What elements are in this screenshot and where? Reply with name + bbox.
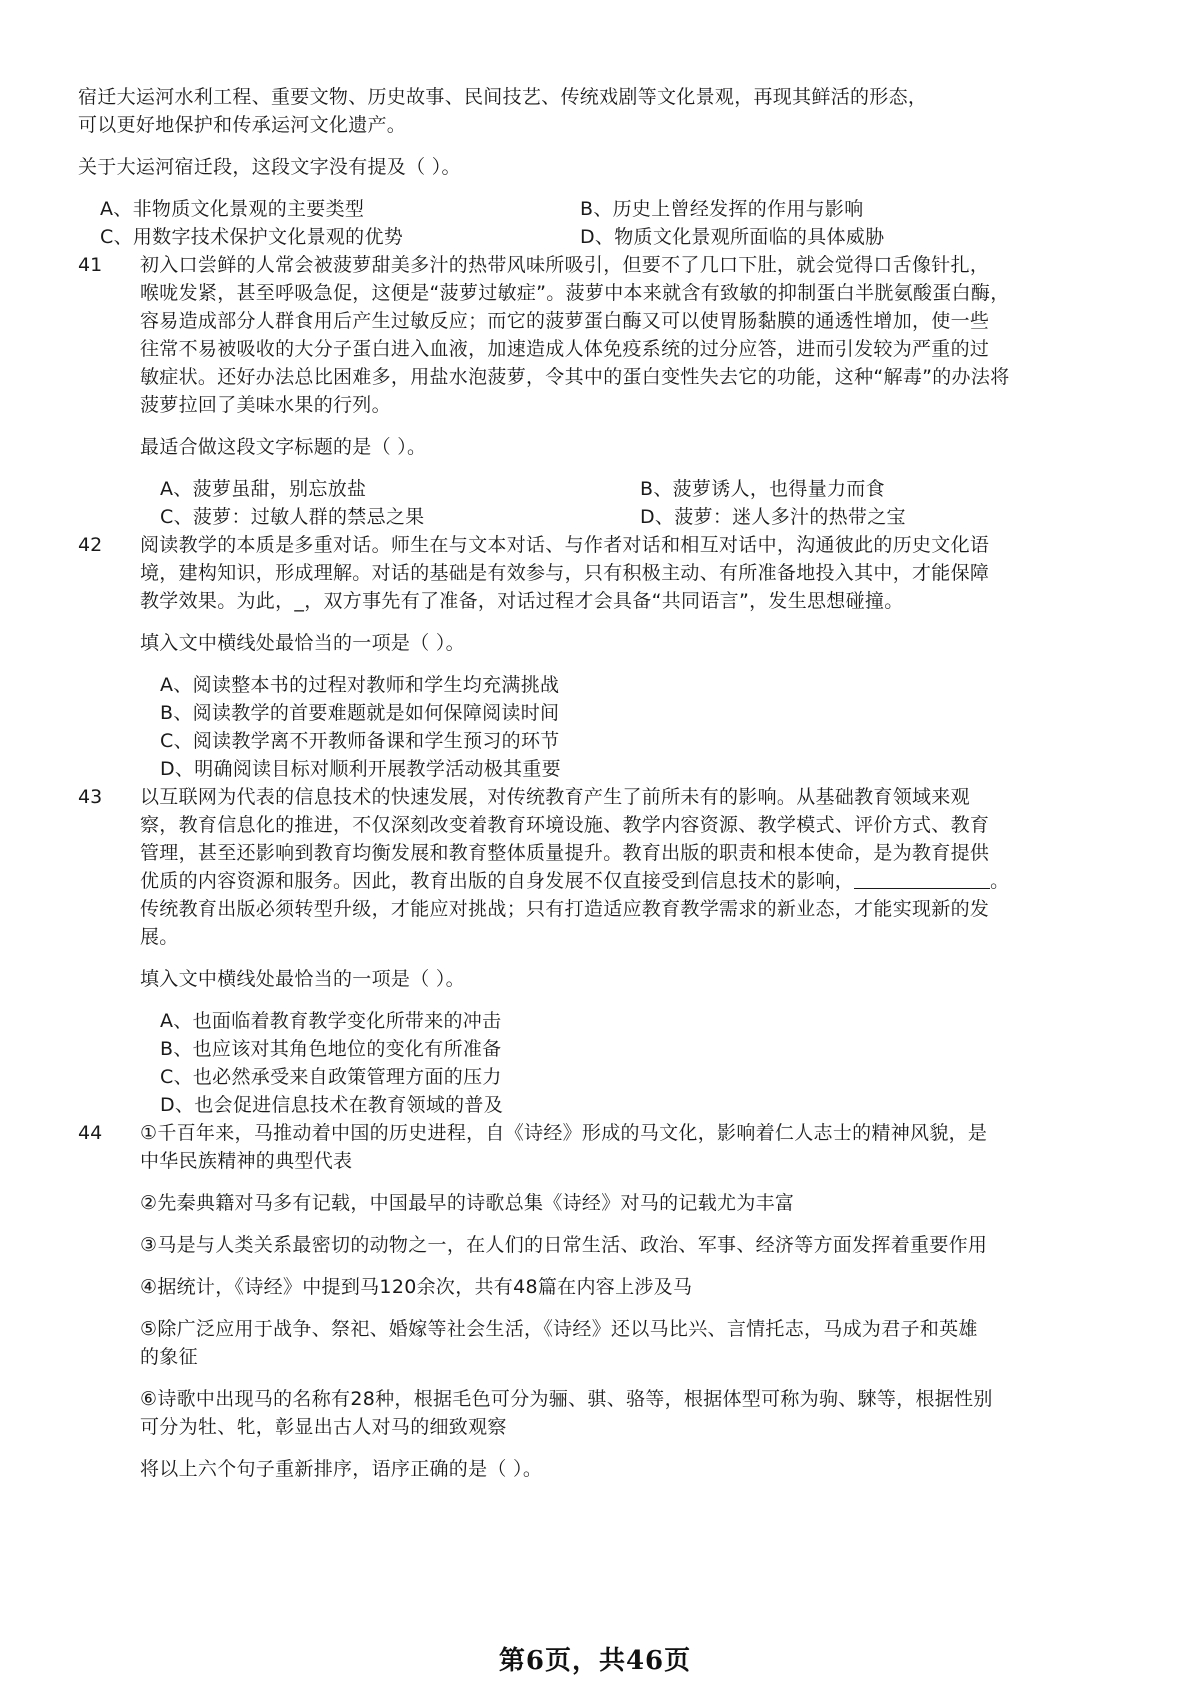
q40-question: 关于大运河宿迁段，这段文字没有提及（ ）。: [78, 156, 461, 178]
q43-passage-period: 。: [990, 870, 1010, 892]
q43-option-a[interactable]: A、也面临着教育教学变化所带来的冲击: [160, 1010, 502, 1032]
q42-option-c[interactable]: C、阅读教学离不开教师备课和学生预习的环节: [160, 730, 560, 752]
q43-option-d[interactable]: D、也会促进信息技术在教育领域的普及: [160, 1094, 504, 1116]
q40-option-c[interactable]: C、用数字技术保护文化景观的优势: [100, 226, 404, 248]
q44-sentence-4: ④据统计，《诗经》中提到马120余次，共有48篇在内容上涉及马: [140, 1276, 693, 1298]
q42-question: 填入文中横线处最恰当的一项是（ ）。: [140, 632, 465, 654]
q44-question: 将以上六个句子重新排序，语序正确的是（ ）。: [140, 1458, 543, 1480]
q41-passage-line: 菠萝拉回了美味水果的行列。: [140, 394, 391, 416]
q41-option-a[interactable]: A、菠萝虽甜，别忘放盐: [160, 478, 367, 500]
answer-blank: [854, 868, 990, 889]
q42-passage-line: 阅读教学的本质是多重对话。师生在与文本对话、与作者对话和相互对话中，沟通彼此的历史文化语: [140, 534, 990, 556]
q43-passage-line: 察，教育信息化的推进，不仅深刻改变着教育环境设施、教学内容资源、教学模式、评价方式、教育: [140, 814, 990, 836]
q41-option-c[interactable]: C、菠萝：过敏人群的禁忌之果: [160, 506, 425, 528]
q41-passage-line: 敏症状。还好办法总比困难多，用盐水泡菠萝，令其中的蛋白变性失去它的功能，这种“解毒”的办法将: [140, 366, 1010, 388]
q44-sentence-1: ①千百年来，马推动着中国的历史进程，自《诗经》形成的马文化，影响着仁人志士的精神风貌，是: [140, 1122, 988, 1144]
q44-sentence-1-cont: 中华民族精神的典型代表: [140, 1150, 353, 1172]
q43-option-b[interactable]: B、也应该对其角色地位的变化有所准备: [160, 1038, 502, 1060]
q41-passage-line: 往常不易被吸收的大分子蛋白进入血液，加速造成人体免疫系统的过分应答，进而引发较为严重的过: [140, 338, 990, 360]
q42-number: 42: [78, 534, 103, 556]
q43-passage-line: 传统教育出版必须转型升级，才能应对挑战；只有打造适应教育教学需求的新业态，才能实现新的发: [140, 898, 990, 920]
q43-question: 填入文中横线处最恰当的一项是（ ）。: [140, 968, 465, 990]
q44-sentence-2: ②先秦典籍对马多有记载，中国最早的诗歌总集《诗经》对马的记载尤为丰富: [140, 1192, 795, 1214]
q40-option-b[interactable]: B、历史上曾经发挥的作用与影响: [580, 198, 864, 220]
q41-option-b[interactable]: B、菠萝诱人，也得量力而食: [640, 478, 885, 500]
q43-passage-line: 管理，甚至还影响到教育均衡发展和教育整体质量提升。教育出版的职责和根本使命，是为教育提供: [140, 842, 990, 864]
q44-sentence-3: ③马是与人类关系最密切的动物之一，在人们的日常生活、政治、军事、经济等方面发挥着重要作用: [140, 1234, 988, 1256]
q43-passage-line: 展。: [140, 926, 179, 948]
q40-passage-line: 可以更好地保护和传承运河文化遗产。: [78, 114, 407, 136]
q42-passage-line: 教学效果。为此，_，双方事先有了准备，对话过程才会具备“共同语言”，发生思想碰撞。: [140, 590, 904, 612]
q41-number: 41: [78, 254, 103, 276]
q44-sentence-6: ⑥诗歌中出现马的名称有28种，根据毛色可分为骊、骐、骆等，根据体型可称为驹、騋等，根据性别: [140, 1388, 993, 1410]
q42-option-a[interactable]: A、阅读整本书的过程对教师和学生均充满挑战: [160, 674, 560, 696]
q43-passage-line: 以互联网为代表的信息技术的快速发展，对传统教育产生了前所未有的影响。从基础教育领域来观: [140, 786, 970, 808]
q42-option-d[interactable]: D、明确阅读目标对顺利开展教学活动极其重要: [160, 758, 561, 780]
q41-question: 最适合做这段文字标题的是（ ）。: [140, 436, 427, 458]
q42-option-b[interactable]: B、阅读教学的首要难题就是如何保障阅读时间: [160, 702, 560, 724]
q44-number: 44: [78, 1122, 103, 1144]
q44-sentence-5-cont: 的象征: [140, 1346, 198, 1368]
q43-passage-text: 优质的内容资源和服务。因此，教育出版的自身发展不仅直接受到信息技术的影响，: [140, 870, 855, 892]
q44-sentence-6-cont: 可分为牡、牝，彰显出古人对马的细致观察: [140, 1416, 507, 1438]
page-footer: 第6页，共46页: [498, 1646, 692, 1676]
q41-passage-line: 喉咙发紧，甚至呼吸急促，这便是“菠萝过敏症”。菠萝中本来就含有致敏的抑制蛋白半胱氨酸蛋白酶，: [140, 282, 1010, 304]
q40-option-d[interactable]: D、物质文化景观所面临的具体威胁: [580, 226, 885, 248]
q40-passage-line: 宿迁大运河水利工程、重要文物、历史故事、民间技艺、传统戏剧等文化景观，再现其鲜活的形态，: [78, 86, 928, 108]
q43-passage-line-with-blank: [140, 867, 1009, 895]
q41-passage-line: 初入口尝鲜的人常会被菠萝甜美多汁的热带风味所吸引，但要不了几口下肚，就会觉得口舌像针扎，: [140, 254, 990, 276]
q43-option-c[interactable]: C、也必然承受来自政策管理方面的压力: [160, 1066, 502, 1088]
q40-option-a[interactable]: A、非物质文化景观的主要类型: [100, 198, 365, 220]
q42-passage-line: 境，建构知识，形成理解。对话的基础是有效参与，只有积极主动、有所准备地投入其中，才能保障: [140, 562, 990, 584]
q41-passage-line: 容易造成部分人群食用后产生过敏反应；而它的菠萝蛋白酶又可以使胃肠黏膜的通透性增加，使一些: [140, 310, 990, 332]
q44-sentence-5: ⑤除广泛应用于战争、祭祀、婚嫁等社会生活，《诗经》还以马比兴、言情托志，马成为君子和英雄: [140, 1318, 978, 1340]
q43-number: 43: [78, 786, 103, 808]
q41-option-d[interactable]: D、菠萝：迷人多汁的热带之宝: [640, 506, 906, 528]
